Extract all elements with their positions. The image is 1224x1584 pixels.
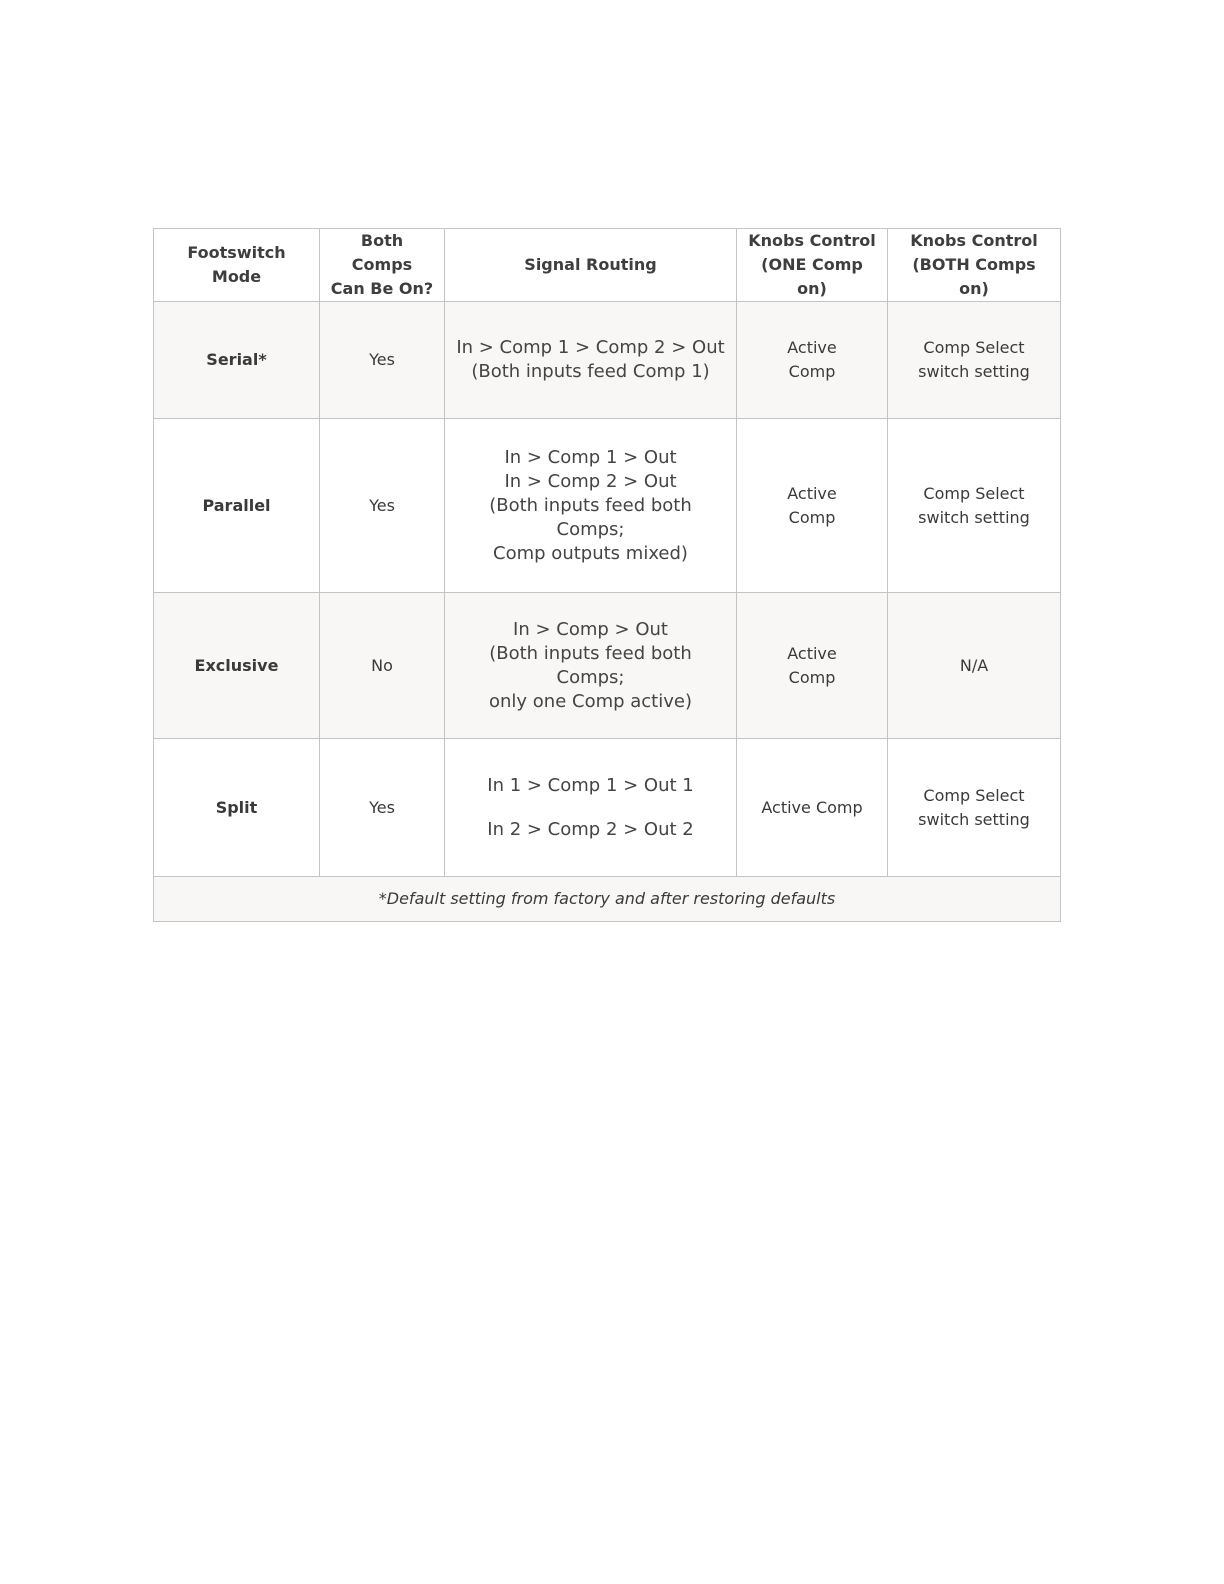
cell-line: Comp xyxy=(788,667,836,687)
both-on-cell: Yes xyxy=(320,302,445,419)
routing-cell xyxy=(445,302,737,419)
header-line: (BOTH Comps on) xyxy=(912,255,1036,298)
cell-line: Comp Select xyxy=(923,338,1025,357)
header-footswitch-mode xyxy=(154,229,320,302)
routing-cell xyxy=(445,419,737,593)
cell-line: Active xyxy=(787,483,837,503)
cell-line: Active xyxy=(787,338,837,357)
routing-cell xyxy=(445,593,737,739)
routing-cell xyxy=(445,739,737,877)
cell-line: switch setting xyxy=(918,809,1030,829)
header-line: (ONE Comp on) xyxy=(761,255,863,298)
both-on-cell: Yes xyxy=(320,419,445,593)
cell-line: Comp Select xyxy=(923,483,1025,503)
header-line: Knobs Control xyxy=(910,231,1038,250)
cell-line: Comp xyxy=(788,362,836,381)
header-line: Signal Routing xyxy=(524,255,657,274)
header-line: Can Be On? xyxy=(330,279,434,298)
table-row xyxy=(154,593,1061,739)
table-row xyxy=(154,739,1061,877)
header-signal-routing xyxy=(445,229,737,302)
cell-line: switch setting xyxy=(918,507,1030,527)
header-line: Footswitch Mode xyxy=(187,243,286,286)
header-line: Knobs Control xyxy=(748,231,876,250)
routing-line: In > Comp 1 > Comp 2 > Out xyxy=(456,337,725,358)
both-on-cell: Yes xyxy=(320,739,445,877)
footnote-row xyxy=(154,877,1061,922)
table-header-row xyxy=(154,229,1061,302)
knobs-both-cell xyxy=(888,302,1061,419)
mode-cell: Serial* xyxy=(154,302,320,419)
knobs-one-cell xyxy=(737,593,888,739)
cell-line: N/A xyxy=(959,655,989,675)
table-row xyxy=(154,419,1061,593)
knobs-one-cell xyxy=(737,419,888,593)
routing-line: In > Comp > Out xyxy=(513,618,668,640)
cell-line: Comp xyxy=(788,507,836,527)
cell-line: Active Comp xyxy=(761,797,863,817)
mode-cell: Split xyxy=(154,739,320,877)
mode-cell: Parallel xyxy=(154,419,320,593)
knobs-one-cell xyxy=(737,739,888,877)
routing-line: In 2 > Comp 2 > Out 2 xyxy=(487,818,694,840)
routing-line: (Both inputs feed both Comps; xyxy=(489,494,692,540)
knobs-both-cell xyxy=(888,593,1061,739)
knobs-both-cell xyxy=(888,739,1061,877)
routing-line: Comp outputs mixed) xyxy=(493,542,688,564)
table-row xyxy=(154,302,1061,419)
routing-line: only one Comp active) xyxy=(488,690,692,712)
knobs-both-cell xyxy=(888,419,1061,593)
header-both-comps xyxy=(320,229,445,302)
routing-line: (Both inputs feed Comp 1) xyxy=(471,361,710,382)
header-knobs-both xyxy=(888,229,1061,302)
routing-line: In > Comp 1 > Out xyxy=(504,446,677,468)
cell-line: Active xyxy=(787,643,837,663)
header-knobs-one xyxy=(737,229,888,302)
footswitch-mode-table xyxy=(153,228,1061,922)
both-on-cell: No xyxy=(320,593,445,739)
routing-line: (Both inputs feed both Comps; xyxy=(489,642,692,688)
knobs-one-cell xyxy=(737,302,888,419)
routing-line: In 1 > Comp 1 > Out 1 xyxy=(487,774,694,796)
header-line: Both Comps xyxy=(351,231,413,274)
cell-line: switch setting xyxy=(918,362,1030,381)
mode-cell: Exclusive xyxy=(154,593,320,739)
routing-line: In > Comp 2 > Out xyxy=(504,470,677,492)
footnote: *Default setting from factory and after restoring defaults xyxy=(154,877,1061,922)
cell-line: Comp Select xyxy=(923,785,1025,805)
